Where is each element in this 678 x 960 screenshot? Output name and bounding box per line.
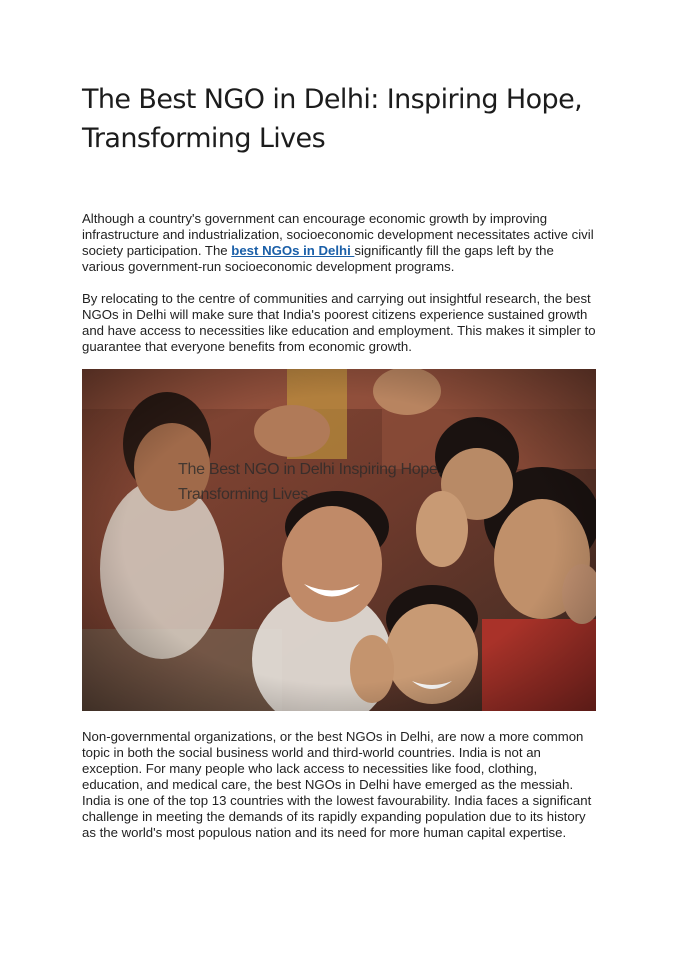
children-photo-illustration [82,369,596,711]
photo-overlay-caption [178,457,508,507]
photo-overlay-line-1: The Best NGO in Delhi Inspiring Hope, [178,461,442,478]
children-photo [82,369,596,711]
title-line-2: Transforming Lives [82,123,326,154]
paragraph-intro-text-before: Although a country's government can encourage economic growth by improving infrastructure and industrialization, socioeconomic development necessitates active civil society participation. The [82,211,594,258]
photo-overlay-line-2: Transforming Lives [178,486,309,503]
paragraph-intro-text-after: significantly fill the gaps left by the various government-run socioeconomic development programs. [82,243,554,274]
best-ngos-link[interactable]: best NGOs in Delhi [231,243,355,258]
title-line-1: The Best NGO in Delhi: Inspiring Hope, [82,84,583,115]
paragraph-intro [82,211,596,275]
page-title [82,80,602,158]
paragraph-ngo-topic: Non-governmental organizations, or the best NGOs in Delhi, are now a more common topic in both the social business world and third-world countries. India is not an exception. For many people who lack access to necessities like food, clothing, education, and medical care, the best NGOs in Delhi have emerged as the messiah. India is one of the top 13 countries with the lowest favourability. India faces a significant challenge in meeting the demands of its rapidly expanding population due to its history as the world's most populous nation and its need for more human capital expertise. [82,729,592,840]
paragraph-communities: By relocating to the centre of communities and carrying out insightful research, the best NGOs in Delhi will make sure that India's poorest citizens experience sustained growth and have access to necessities like education and employment. This makes it simpler to guarantee that everyone benefits from economic growth. [82,291,596,354]
